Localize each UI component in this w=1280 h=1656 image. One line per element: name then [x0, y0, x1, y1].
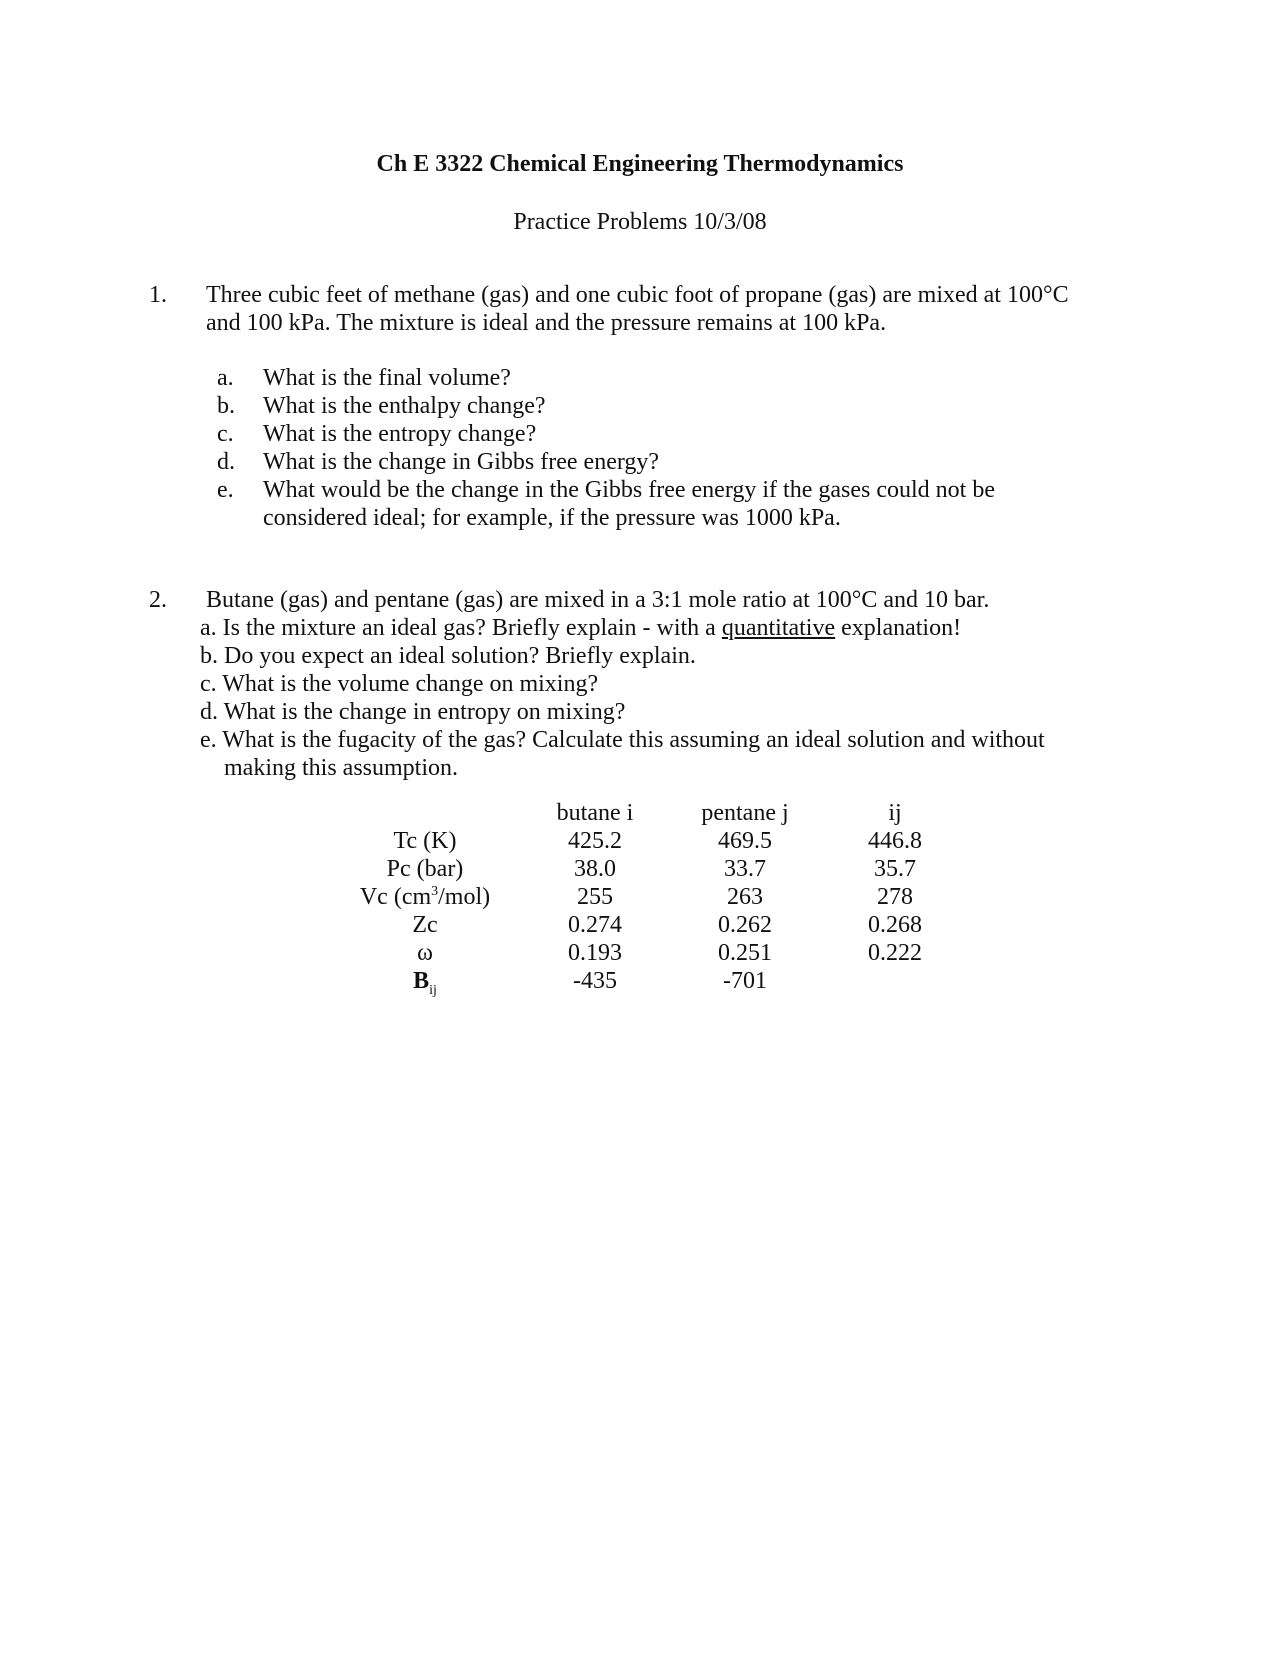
table-row-label-bij: [340, 967, 510, 996]
table-cell: 0.274: [568, 912, 622, 938]
table-cell: 446.8: [868, 828, 922, 854]
problem-2-text: Butane (gas) and pentane (gas) are mixed in a 3:1 mole ratio at 100°C and 10 bar.: [206, 587, 990, 613]
problem-1-number: 1.: [149, 282, 167, 308]
table-cell: 0.262: [718, 912, 772, 938]
problem-2-part-a-post: explanation!: [835, 615, 962, 641]
page-title: Ch E 3322 Chemical Engineering Thermodynamics: [376, 151, 904, 177]
vc-label-post: /mol): [438, 884, 491, 910]
problem-1-part-a-text: What is the final volume?: [263, 365, 511, 391]
problem-2-part-c: c. What is the volume change on mixing?: [200, 671, 599, 697]
problem-1-part-b-text: What is the enthalpy change?: [263, 393, 546, 419]
table-cell: 278: [877, 884, 913, 910]
bij-label-sub: ij: [429, 982, 437, 998]
table-cell: 0.251: [718, 940, 772, 966]
table-header-butane: butane i: [556, 800, 634, 826]
table-row-label-tc: Tc (K): [393, 828, 457, 854]
problem-2-part-e: e. What is the fugacity of the gas? Calculate this assuming an ideal solution and without: [200, 727, 1045, 753]
problem-1-part-c-text: What is the entropy change?: [263, 421, 537, 447]
table-cell: 0.193: [568, 940, 622, 966]
table-cell: 0.268: [868, 912, 922, 938]
table-cell: 33.7: [724, 856, 766, 882]
table-cell: -701: [723, 968, 767, 994]
bij-label-main: B: [413, 968, 430, 994]
problem-2-number: 2.: [149, 587, 167, 613]
table-header-pentane: pentane j: [701, 800, 789, 826]
table-row-label-omega: ω: [417, 940, 433, 966]
problem-1-part-d-text: What is the change in Gibbs free energy?: [263, 449, 660, 475]
table-row-label-pc: Pc (bar): [386, 856, 464, 882]
table-row-label-vc: [340, 883, 510, 912]
problem-2-part-b: b. Do you expect an ideal solution? Briefly explain.: [200, 643, 696, 669]
problem-1-part-e-text: What would be the change in the Gibbs free energy if the gases could not be: [263, 477, 995, 503]
vc-label-pre: Vc (cm: [359, 884, 432, 910]
table-cell: 38.0: [574, 856, 616, 882]
problem-2-part-a-underlined: quantitative: [721, 615, 836, 641]
problem-1-part-d-label: d.: [217, 449, 235, 475]
table-cell: 255: [577, 884, 613, 910]
table-row-label-zc: Zc: [412, 912, 438, 938]
table-cell: 263: [727, 884, 763, 910]
problem-2-part-a-pre: a. Is the mixture an ideal gas? Briefly explain - with a: [200, 615, 722, 641]
table-header-ij: ij: [888, 800, 902, 826]
table-cell: 425.2: [568, 828, 622, 854]
problem-1-part-e-text-cont: considered ideal; for example, if the pressure was 1000 kPa.: [263, 505, 841, 531]
table-cell: 469.5: [718, 828, 772, 854]
problem-1-text-line2: and 100 kPa. The mixture is ideal and the pressure remains at 100 kPa.: [206, 310, 887, 336]
table-cell: 35.7: [874, 856, 916, 882]
problem-2-part-d: d. What is the change in entropy on mixing?: [200, 699, 626, 725]
problem-2-part-e-cont: making this assumption.: [224, 755, 458, 781]
problem-1-part-b-label: b.: [217, 393, 235, 419]
problem-1-part-e-label: e.: [217, 477, 234, 503]
problem-2-part-a: [200, 614, 961, 643]
problem-1-text-line1: Three cubic feet of methane (gas) and one cubic foot of propane (gas) are mixed at 100°C: [206, 282, 1069, 308]
page-subtitle: Practice Problems 10/3/08: [513, 209, 767, 235]
problem-1-part-c-label: c.: [217, 421, 234, 447]
table-cell: 0.222: [868, 940, 922, 966]
vc-label-sup: 3: [431, 884, 439, 899]
problem-1-part-a-label: a.: [217, 365, 234, 391]
table-cell: -435: [573, 968, 617, 994]
